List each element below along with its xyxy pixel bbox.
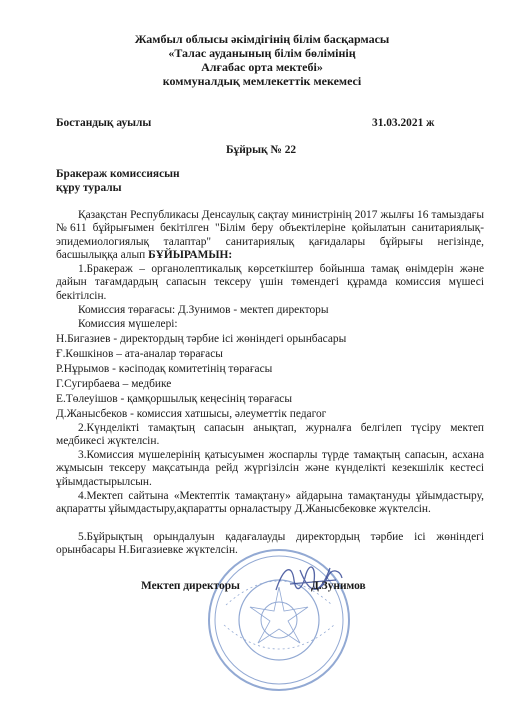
signature-name: Д.Зунимов [311, 580, 366, 592]
item-1: 1.Бракераж – органолептикалық көрсеткіштер бойынша тамақ өнімдерін және дайын тағамдардың сапасын тексеру үшін төмендегі құрамда комиссия мүшесі бекітілсін. [56, 263, 484, 302]
order-title: Бұйрық № 22 [226, 144, 297, 156]
item-5: 5.Бұйрықтың орындалуын қадағалауды директордың тәрбие ісі жөніндегі орынбасары Н.Бигазиевке жүктелсін. [56, 531, 484, 557]
command-word: БҰЙЫРАМЫН: [148, 249, 233, 262]
document-date: 31.03.2021 ж [372, 117, 435, 129]
members-title: Комиссия мүшелері: [78, 318, 178, 330]
item-3: 3.Комиссия мүшелерінің қатысуымен жоспарлы түрде тамақтың сапасын, асхана жұмысын тексеру мақсатында рейд жүргізілсін және күнделікті кезекшілік кестесі ұйымдастырылсын. [56, 449, 484, 488]
preamble-paragraph [56, 209, 484, 263]
org-header-line-3: Алғабас орта мектебі» [201, 60, 323, 74]
signature-title: Мектеп директоры [141, 580, 240, 592]
member-item: Е.Төлеуішов - қамқоршылық кеңесінің төрағасы [56, 393, 292, 405]
commission-chair: Комиссия төрағасы: Д.Зунимов - мектеп директоры [78, 304, 329, 316]
org-header-line-2: «Талас ауданының білім бөлімінің [168, 46, 356, 60]
item-2: 2.Күнделікті тамақтың сапасын анықтап, журналға белгілеп түсіру мектеп медбикесі жүктелсін. [56, 422, 484, 448]
org-header-line-4: коммуналдық мемлекеттік мекемесі [162, 74, 362, 88]
place-name: Бостандық ауылы [56, 117, 152, 129]
subject-line-1: Бракераж комиссиясын [56, 168, 180, 180]
preamble-text: Қазақстан Республикасы Денсаулық сақтау министрінің 2017 жылғы 16 тамыздағы №611 бұйрығымен бекітілген "Білім беру объектілеріне қойылатын санитариялық-эпидемиологиялық талаптар" санитариялық қағидалары бұйрығы негізінде, басшылыққа алып [56, 209, 484, 262]
org-header-line-1: Жамбыл облысы әкімдігінің білім басқармасы [134, 32, 390, 46]
member-item: Д.Жанысбеков - комиссия хатшысы, әлеуметтік педагог [56, 408, 327, 420]
member-item: Р.Нұрымов - кәсіподақ комитетінің төрағасы [56, 363, 273, 375]
member-item: Н.Бигазиев - директордың тәрбие ісі жөніндегі орынбасары [56, 333, 347, 345]
item-4: 4.Мектеп сайтына «Мектептік тамақтану» айдарына тамақтануды ұйымдастыру, ақпаратты ұйымдастыру,ақпаратты орналастыру Д.Жанысбековке жүктелсін. [56, 490, 484, 516]
member-item: Ғ.Көшкінов – ата-аналар төрағасы [56, 348, 223, 360]
member-item: Г.Сугирбаева – медбике [56, 378, 172, 390]
subject-line-2: құру туралы [56, 182, 122, 194]
